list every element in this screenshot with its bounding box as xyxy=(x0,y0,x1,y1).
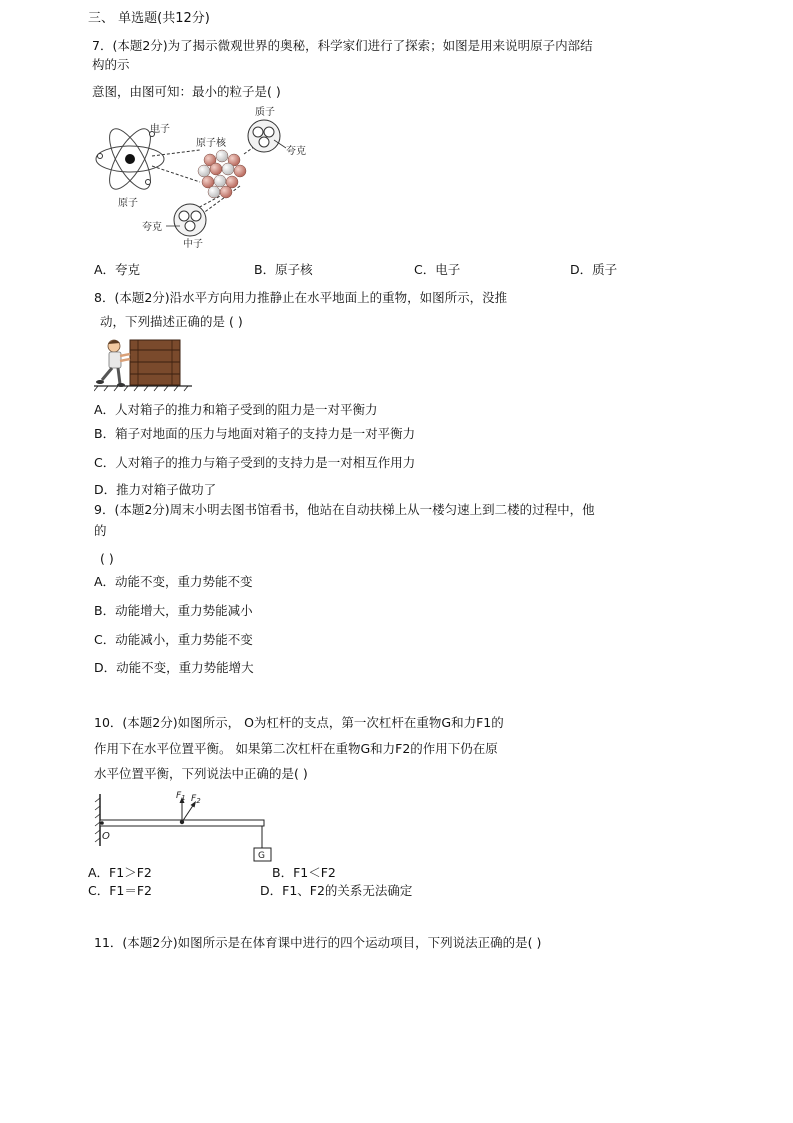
q8-stem-line1: 8．(本题2分)沿水平方向用力推静止在水平地面上的重物，如图所示，没推 xyxy=(94,290,508,305)
q10-stem-line1: 10．(本题2分)如图所示， O为杠杆的支点，第一次杠杆在重物G和力F1的 xyxy=(94,715,504,730)
proton-circle xyxy=(248,120,280,152)
label-proton: 质子 xyxy=(255,107,275,118)
label-f1: $F_1$ xyxy=(176,791,186,802)
force-f2-arrow xyxy=(182,804,194,822)
q7-option-a: A．夸克 xyxy=(94,262,141,277)
label-pivot-o: O xyxy=(102,831,110,842)
q8-option-c: C．人对箱子的推力与箱子受到的支持力是一对相互作用力 xyxy=(94,455,416,470)
label-neutron: 中子 xyxy=(183,239,203,250)
q8-option-a: A．人对箱子的推力和箱子受到的阻力是一对平衡力 xyxy=(94,402,378,417)
q7-stem-line1: 7．(本题2分)为了揭示微观世界的奥秘，科学家们进行了探索；如图是用来说明原子内部结 xyxy=(92,38,593,53)
q10-stem-line3: 水平位置平衡，下列说法中正确的是( ) xyxy=(94,766,308,781)
q9-stem-line3: ( ) xyxy=(100,551,114,566)
wooden-box xyxy=(130,340,180,385)
person-pushing xyxy=(96,340,130,387)
q9-stem-line1: 9．(本题2分)周末小明去图书馆看书，他站在自动扶梯上从一楼匀速上到二楼的过程中，他 xyxy=(94,502,595,517)
q10-option-d: D．F1、F2的关系无法确定 xyxy=(260,883,413,898)
lever-figure xyxy=(94,786,280,864)
q10-option-c: C．F1＝F2 xyxy=(88,883,153,898)
q10-option-b: B．F1＜F2 xyxy=(272,865,336,880)
q9-option-d: D．动能不变，重力势能增大 xyxy=(94,660,254,675)
label-electron: 电子 xyxy=(150,124,170,135)
q8-stem-line2: 动，下列描述正确的是 ( ) xyxy=(100,314,243,329)
label-f2: $F_2$ xyxy=(191,794,201,805)
label-atom: 原子 xyxy=(118,198,138,209)
q8-option-b: B．箱子对地面的压力与地面对箱子的支持力是一对平衡力 xyxy=(94,426,416,441)
q7-option-d: D．质子 xyxy=(570,262,618,277)
q9-option-b: B．动能增大，重力势能减小 xyxy=(94,603,253,618)
label-nucleus: 原子核 xyxy=(196,138,226,149)
atom-core xyxy=(125,154,135,164)
section-title: 三、 单选题(共12分) xyxy=(88,11,210,26)
q11-stem-line1: 11．(本题2分)如图所示是在体育课中进行的四个运动项目，下列说法正确的是( ) xyxy=(94,935,542,950)
neutron-circle xyxy=(174,204,206,236)
q9-option-a: A．动能不变，重力势能不变 xyxy=(94,574,253,589)
q7-stem-line2: 构的示 xyxy=(92,57,130,72)
q7-stem-line3: 意图，由图可知：最小的粒子是( ) xyxy=(92,84,281,99)
q10-stem-line2: 作用下在水平位置平衡。 如果第二次杠杆在重物G和力F2的作用下仍在原 xyxy=(94,741,498,756)
pivot-point xyxy=(100,821,104,825)
q7-option-c: C．电子 xyxy=(414,262,461,277)
q8-option-d: D．推力对箱子做功了 xyxy=(94,482,217,497)
q9-stem-line2: 的 xyxy=(94,523,107,538)
q10-option-a: A．F1＞F2 xyxy=(88,865,152,880)
label-quark-1: 夸克 xyxy=(286,146,306,157)
q7-option-b: B．原子核 xyxy=(254,262,313,277)
label-quark-2: 夸克 xyxy=(142,222,162,233)
label-weight-g: G xyxy=(258,851,265,861)
push-box-figure xyxy=(94,334,194,392)
nucleus-cluster xyxy=(198,150,246,198)
q9-option-c: C．动能减小，重力势能不变 xyxy=(94,632,253,647)
atom-structure-figure xyxy=(92,104,322,256)
